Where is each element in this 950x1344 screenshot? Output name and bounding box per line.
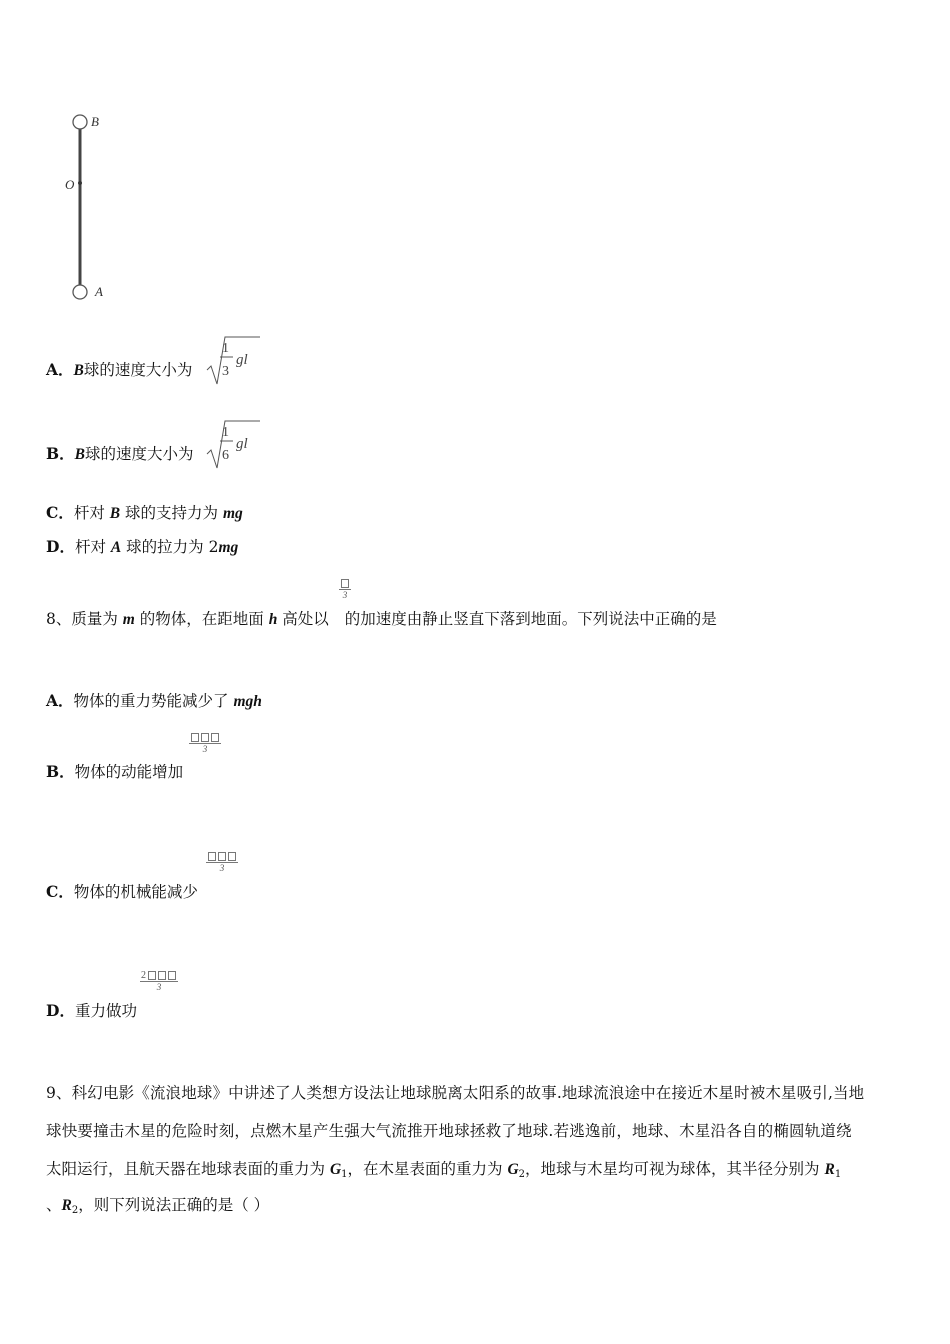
option-text: 球的支持力为 [120,504,223,522]
q9-line-4 [46,1195,269,1221]
value-mg: mg [222,505,243,522]
q7-b-sqrt [205,418,265,472]
option-letter: C． [46,503,74,522]
stem-text: 高处以 [277,610,329,628]
label-o: O [65,177,75,192]
option-letter: B． [46,762,75,781]
option-letter: C． [46,882,74,901]
subscript: 1 [834,1169,842,1180]
q8-b-fraction [189,732,221,754]
option-letter: D． [46,537,75,556]
var-g: G [507,1161,519,1178]
frac-num: 1 [222,425,229,440]
q9-text: 太阳运行，且航天器在地球表面的重力为 [46,1160,330,1178]
option-text: 杆对 [73,504,110,522]
q8-stem-fraction [339,578,351,600]
q9-text: 球快要撞击木星的危险时刻，点燃木星产生强大气流推开地球拯救了地球.若逃逸前，地球、木星沿各自的椭圆轨道绕 [46,1122,852,1140]
option-text: 物体的机械能减少 [73,883,198,901]
frac-num-prefix: 2 [141,970,147,981]
option-letter: D． [46,1001,75,1020]
option-text: 球的速度大小为 [83,361,193,379]
var-g: G [329,1161,342,1178]
q8-option-a [46,691,262,712]
var-r: R [824,1161,835,1178]
q8-option-c [46,882,198,902]
ball-b [73,115,87,129]
q9-line-3 [46,1159,841,1185]
option-text: 物体的动能增加 [74,763,184,781]
q8-c-fraction [206,851,238,873]
q7-option-d [46,537,238,558]
value-mg: mg [218,539,239,556]
frac-den: 3 [219,863,225,873]
rad-tail: gl [236,436,248,452]
frac-den: 3 [342,590,348,600]
option-text: 物体的重力势能减少了 [73,692,234,710]
q8-d-fraction [140,970,178,992]
option-text: 球的拉力为 2 [121,538,219,556]
q8-stem [46,609,717,630]
option-letter: A． [46,360,74,379]
q7-option-c [46,503,243,524]
option-text: 重力做功 [74,1002,137,1020]
q9-text: ，则下列说法正确的是（ ） [78,1196,270,1214]
pivot-o [78,181,82,185]
option-letter: A． [46,691,74,710]
frac-num: 1 [222,341,229,356]
subscript: 2 [71,1205,79,1216]
q9-text: 9、科幻电影《流浪地球》中讲述了人类想方设法让地球脱离太阳系的故事.地球流浪途中在接近木星时被木星吸引,当地 [46,1084,865,1102]
q9-text: ，地球与木星均可视为球体，其半径分别为 [525,1160,825,1178]
frac-den: 6 [222,448,229,463]
q7-option-b [46,444,193,465]
var-r: R [61,1197,72,1214]
var-b: B [74,446,85,463]
frac-den: 3 [156,982,162,992]
var-b: B [109,505,121,522]
q9-text: 、 [46,1196,62,1214]
var-a: A [110,539,122,556]
stem-text: 的物体，在距地面 [134,610,269,628]
var-h: h [268,611,278,628]
option-text: 杆对 [74,538,111,556]
stem-text: 8、质量为 [46,610,123,628]
q7-a-sqrt [205,334,265,388]
q9-text: ，在木星表面的重力为 [347,1160,508,1178]
subscript: 1 [341,1169,348,1180]
label-b: B [91,114,99,129]
q9-line-2 [46,1121,852,1141]
stem-text: 的加速度由静止竖直下落到地面。下列说法中正确的是 [344,610,717,628]
q8-option-b [46,762,183,782]
subscript: 2 [518,1169,526,1180]
q7-option-a [46,360,192,381]
q9-line-1 [46,1083,864,1103]
rod-figure [55,110,125,310]
frac-den: 3 [202,744,208,754]
ball-a [73,285,87,299]
label-a: A [95,284,103,299]
frac-den: 3 [222,364,229,379]
option-letter: B． [46,444,75,463]
option-text: 球的速度大小为 [84,445,194,463]
var-b: B [73,362,84,379]
q8-option-d [46,1001,137,1021]
rad-tail: gl [236,352,248,368]
var-m: m [122,611,135,628]
value-mgh: mgh [233,693,262,710]
